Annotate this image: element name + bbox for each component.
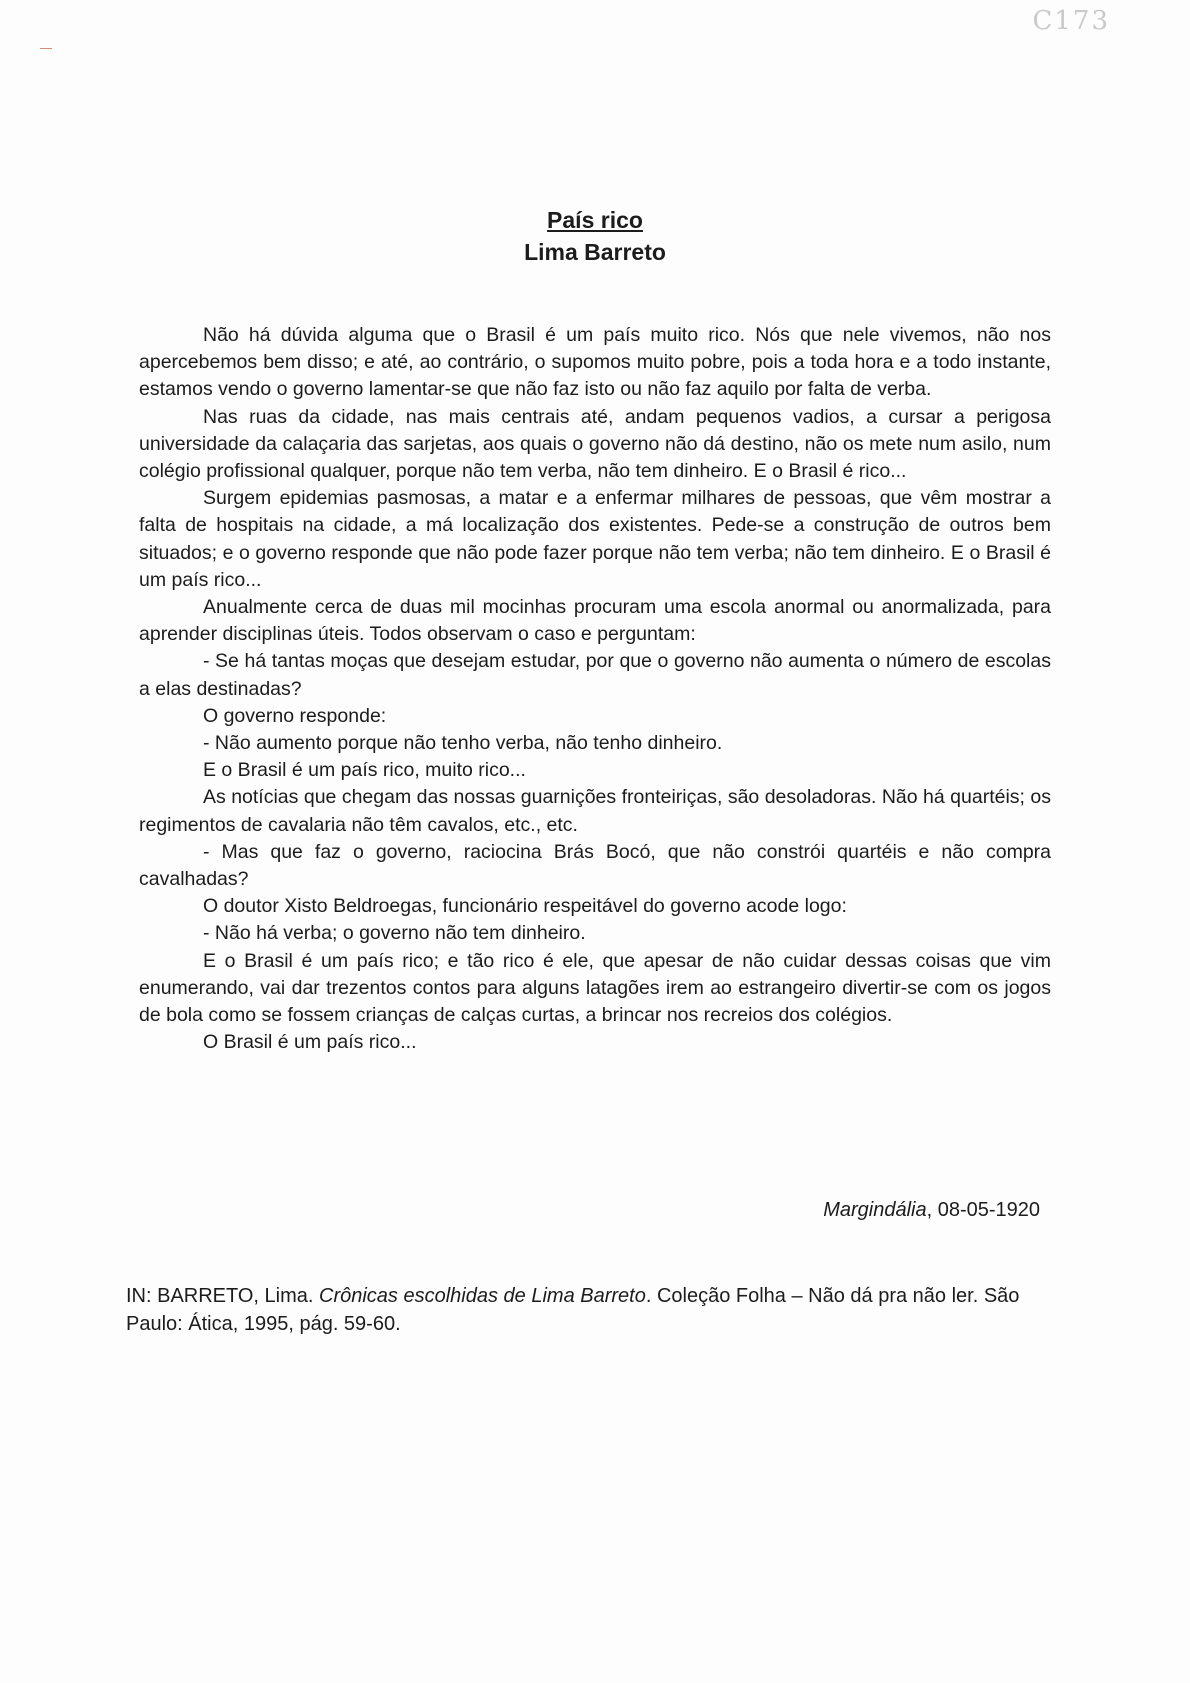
signature-publication: Margindália — [823, 1199, 927, 1221]
paragraph: Nas ruas da cidade, nas mais centrais até, andam pequenos vadios, a cursar a perigosa universidade da calaçaria das sarjetas, aos quais o governo não dá destino, não os mete num asilo, num colégio profissional qualquer, porque não tem verba, não tem dinheiro. E o Brasil é rico... — [139, 405, 1051, 483]
reference-suffix: . Coleção Folha – Não dá pra não ler. São Paulo: Ática, 1995, pág. 59-60. — [126, 1285, 1020, 1335]
paragraph: - Não há verba; o governo não tem dinheiro. — [203, 922, 586, 945]
paragraph: - Não aumento porque não tenho verba, não tenho dinheiro. — [203, 732, 723, 755]
reference-book-title: Crônicas escolhidas de Lima Barreto — [319, 1285, 646, 1307]
stray-ink-mark — [40, 48, 52, 49]
paragraph: - Se há tantas moças que desejam estudar, por que o governo não aumenta o número de escolas a elas destinadas? — [139, 650, 1051, 700]
reference-prefix: IN: BARRETO, Lima. — [126, 1285, 320, 1307]
paragraph: Surgem epidemias pasmosas, a matar e a enfermar milhares de pessoas, que vêm mostrar a falta de hospitais na cidade, a má localização dos existentes. Pede-se a construção de outros bem situados; e o governo responde que não pode fazer porque não tem verba; não tem dinheiro. E o Brasil é um país rico... — [139, 487, 1051, 591]
signature-line — [823, 1196, 1040, 1224]
bibliographic-reference — [126, 1282, 1046, 1338]
paragraph: E o Brasil é um país rico; e tão rico é ele, que apesar de não cuidar dessas coisas que vim enumerando, vai dar trezentos contos para alguns latagões irem ao estrangeiro divertir-se com os jogos de bola como se fossem crianças de calças curtas, a brincar nos recreios dos colégios. — [139, 949, 1051, 1027]
paragraph: - Mas que faz o governo, raciocina Brás Bocó, que não constrói quartéis e não compra cavalhadas? — [139, 840, 1051, 891]
paragraph: As notícias que chegam das nossas guarnições fronteiriças, são desoladoras. Não há quartéis; os regimentos de cavalaria não têm cavalos, etc., etc. — [139, 786, 1051, 836]
signature-date: , 08-05-1920 — [926, 1199, 1040, 1221]
paragraph: Não há dúvida alguma que o Brasil é um país muito rico. Nós que nele vivemos, não nos apercebemos bem disso; e até, ao contrário, o supomos muito pobre, pois a toda hora e a todo instante, estamos vendo o governo lamentar-se que não faz isto ou não faz aquilo por falta de verba. — [139, 324, 1051, 401]
corner-archive-mark: C173 — [1032, 6, 1110, 36]
document-title: País rico — [547, 207, 643, 233]
paragraph: O doutor Xisto Beldroegas, funcionário respeitável do governo acode logo: — [203, 895, 847, 918]
document-header — [0, 204, 1190, 268]
document-author: Lima Barreto — [524, 239, 666, 265]
paragraph: Anualmente cerca de duas mil mocinhas procuram uma escola anormal ou anormalizada, para aprender disciplinas úteis. Todos observam o caso e perguntam: — [139, 596, 1051, 646]
chronicle-body — [139, 322, 1051, 1056]
paragraph: O governo responde: — [203, 704, 387, 727]
paragraph: E o Brasil é um país rico, muito rico... — [203, 759, 526, 782]
paragraph: O Brasil é um país rico... — [203, 1031, 417, 1054]
